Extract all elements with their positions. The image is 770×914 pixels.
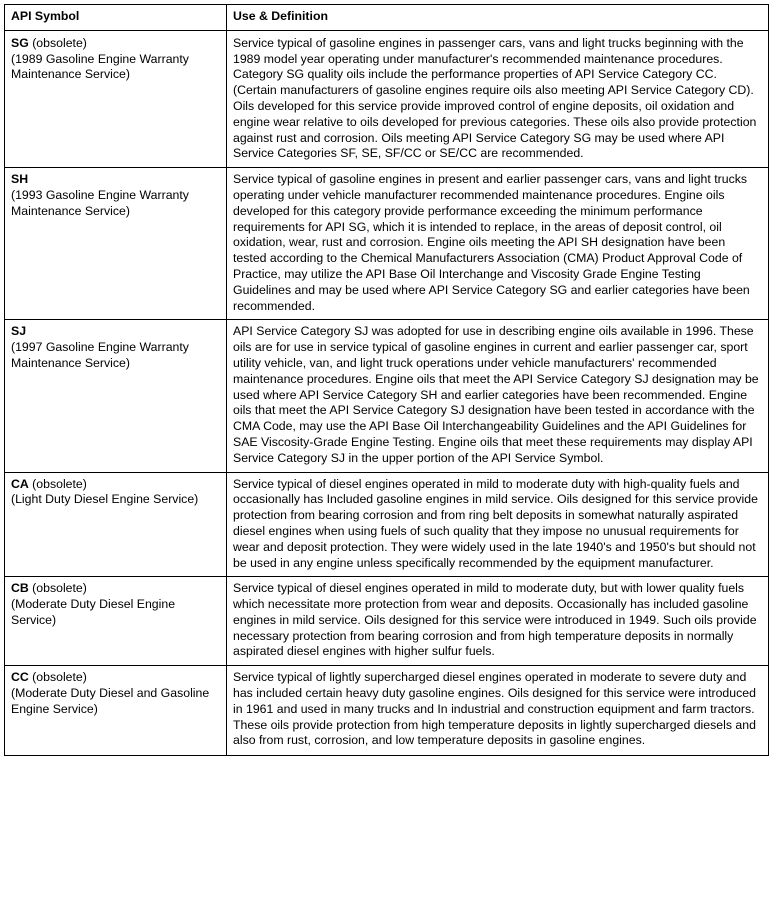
symbol-heading <box>11 581 220 597</box>
definition-text: Service typical of lightly supercharged diesel engines operated in moderate to severe duty and has included certain heavy duty gasoline engines. Oils designed for this service were introduced in 1961 and used in many trucks and In industrial and construction equipment and farm tractors. These oils provide protection from high temperature deposits in lightly supercharged diesels and also from rust, corrosion, and low temperature deposits in gasoline engines. <box>233 670 756 748</box>
table-row <box>5 472 769 577</box>
definition-text: Service typical of diesel engines operated in mild to moderate duty, but with lower quality fuels which necessitate more protection from wear and deposits. Occasionally has included gasoline engines in mild service. Oils designed for this service were introduced in 1949. Such oils provide necessary protection from bearing corrosion and from high temperature deposits in normally aspirated diesel engines with higher sulfur fuels. <box>233 581 757 659</box>
cell-api-symbol <box>5 472 227 577</box>
cell-definition <box>227 168 769 320</box>
table-body <box>5 30 769 755</box>
symbol-code: CA <box>11 476 29 491</box>
cell-api-symbol <box>5 320 227 472</box>
symbol-code: SJ <box>11 324 27 339</box>
table-row <box>5 168 769 320</box>
cell-api-symbol <box>5 30 227 167</box>
column-header-api-symbol: API Symbol <box>5 5 227 31</box>
cell-api-symbol <box>5 577 227 666</box>
symbol-heading <box>11 324 220 340</box>
symbol-detail: (1993 Gasoline Engine Warranty Maintenance Service) <box>11 187 189 218</box>
table-row <box>5 30 769 167</box>
symbol-heading <box>11 670 220 686</box>
column-header-use-definition: Use & Definition <box>227 5 769 31</box>
symbol-note: (obsolete) <box>28 581 87 596</box>
table-header-row <box>5 5 769 31</box>
cell-definition <box>227 320 769 472</box>
symbol-heading <box>11 477 220 493</box>
definition-text: Service typical of diesel engines operated in mild to moderate duty with high-quality fuels and occasionally has Included gasoline engines in mild service. Oils designed for this service provide protection from bearing corrosion and from ring belt deposits in somewhat naturally aspirated diesel engines when using fuels of such quality that they impose no unusual requirements for wear and deposit protection. They were widely used in the late 1940's and 1950's but should not be used in any engine unless specifically recommended by the equipment manufacturer. <box>233 476 758 570</box>
definition-text: Service typical of gasoline engines in present and earlier passenger cars, vans and light trucks operating under vehicle manufacturer recommended maintenance procedures. Engine oils developed for this category provide performance exceeding the minimum performance requirements for API SG, which it is intended to replace, in the areas of deposit control, oil oxidation, wear, rust and corrosion. Engine oils meeting the API SH designation have been tested according to the Chemical Manufacturers Association (CMA) Product Approval Code of Practice, may utilize the API Base Oil Interchange and Viscosity Grade Engine Testing Guidelines and may be used where API Service Category SG and earlier categories have been recommended. <box>233 172 750 313</box>
symbol-detail: (Light Duty Diesel Engine Service) <box>11 492 199 507</box>
table-header <box>5 5 769 31</box>
symbol-note: (obsolete) <box>28 670 87 685</box>
cell-definition <box>227 30 769 167</box>
cell-api-symbol <box>5 168 227 320</box>
cell-definition <box>227 666 769 756</box>
symbol-code: CC <box>11 670 29 685</box>
symbol-detail: (1997 Gasoline Engine Warranty Maintenance Service) <box>11 340 189 370</box>
symbol-code: CB <box>11 581 29 596</box>
symbol-heading <box>11 172 220 188</box>
definition-text: Service typical of gasoline engines in passenger cars, vans and light trucks beginning with the 1989 model year operating under manufacturer's recommended maintenance procedures. Category SG quality oils include the performance properties of API Service Category CC. (Certain manufacturers of gasoline engines require oils also meeting API Service Category CD). Oils developed for this service provide improved control of engine deposits, oil oxidation and engine wear relative to oils developed for previous categories. These oils also provide protection against rust and corrosion. Oils meeting API Service Category SG may be used where API Service Categories SF, SE, SF/CC or SE/CC are recommended. <box>233 35 757 161</box>
cell-definition <box>227 472 769 577</box>
cell-definition <box>227 577 769 666</box>
symbol-note: (obsolete) <box>28 476 87 491</box>
api-service-categories-table <box>4 4 769 756</box>
symbol-code: SG <box>11 35 29 50</box>
symbol-detail: (Moderate Duty Diesel and Gasoline Engine Service) <box>11 686 210 716</box>
table-row <box>5 666 769 756</box>
symbol-detail: (Moderate Duty Diesel Engine Service) <box>11 597 176 627</box>
cell-api-symbol <box>5 666 227 756</box>
symbol-detail: (1989 Gasoline Engine Warranty Maintenance Service) <box>11 51 189 82</box>
symbol-note: (obsolete) <box>28 35 87 50</box>
table-row <box>5 577 769 666</box>
definition-text: API Service Category SJ was adopted for use in describing engine oils available in 1996. These oils are for use in service typical of gasoline engines in current and earlier passenger car, sport utility vehicle, van, and light truck operations under vehicle manufacturers' recommended maintenance procedures. Engine oils that meet the API Service Category SJ designation may be used where API Service Category SH and earlier categories have been recommended. Engine oils that meet the API Service Category SJ designation have been tested in accordance with the CMA Code, may use the API Base Oil Interchangeability Guidelines and the API Guidelines for SAE Viscosity-Grade Engine Testing. Engine oils that meet these requirements may display API Service Category SJ in the upper portion of the API Service Symbol. <box>233 324 759 465</box>
symbol-heading <box>11 36 220 52</box>
symbol-code: SH <box>11 172 29 187</box>
table-row <box>5 320 769 472</box>
